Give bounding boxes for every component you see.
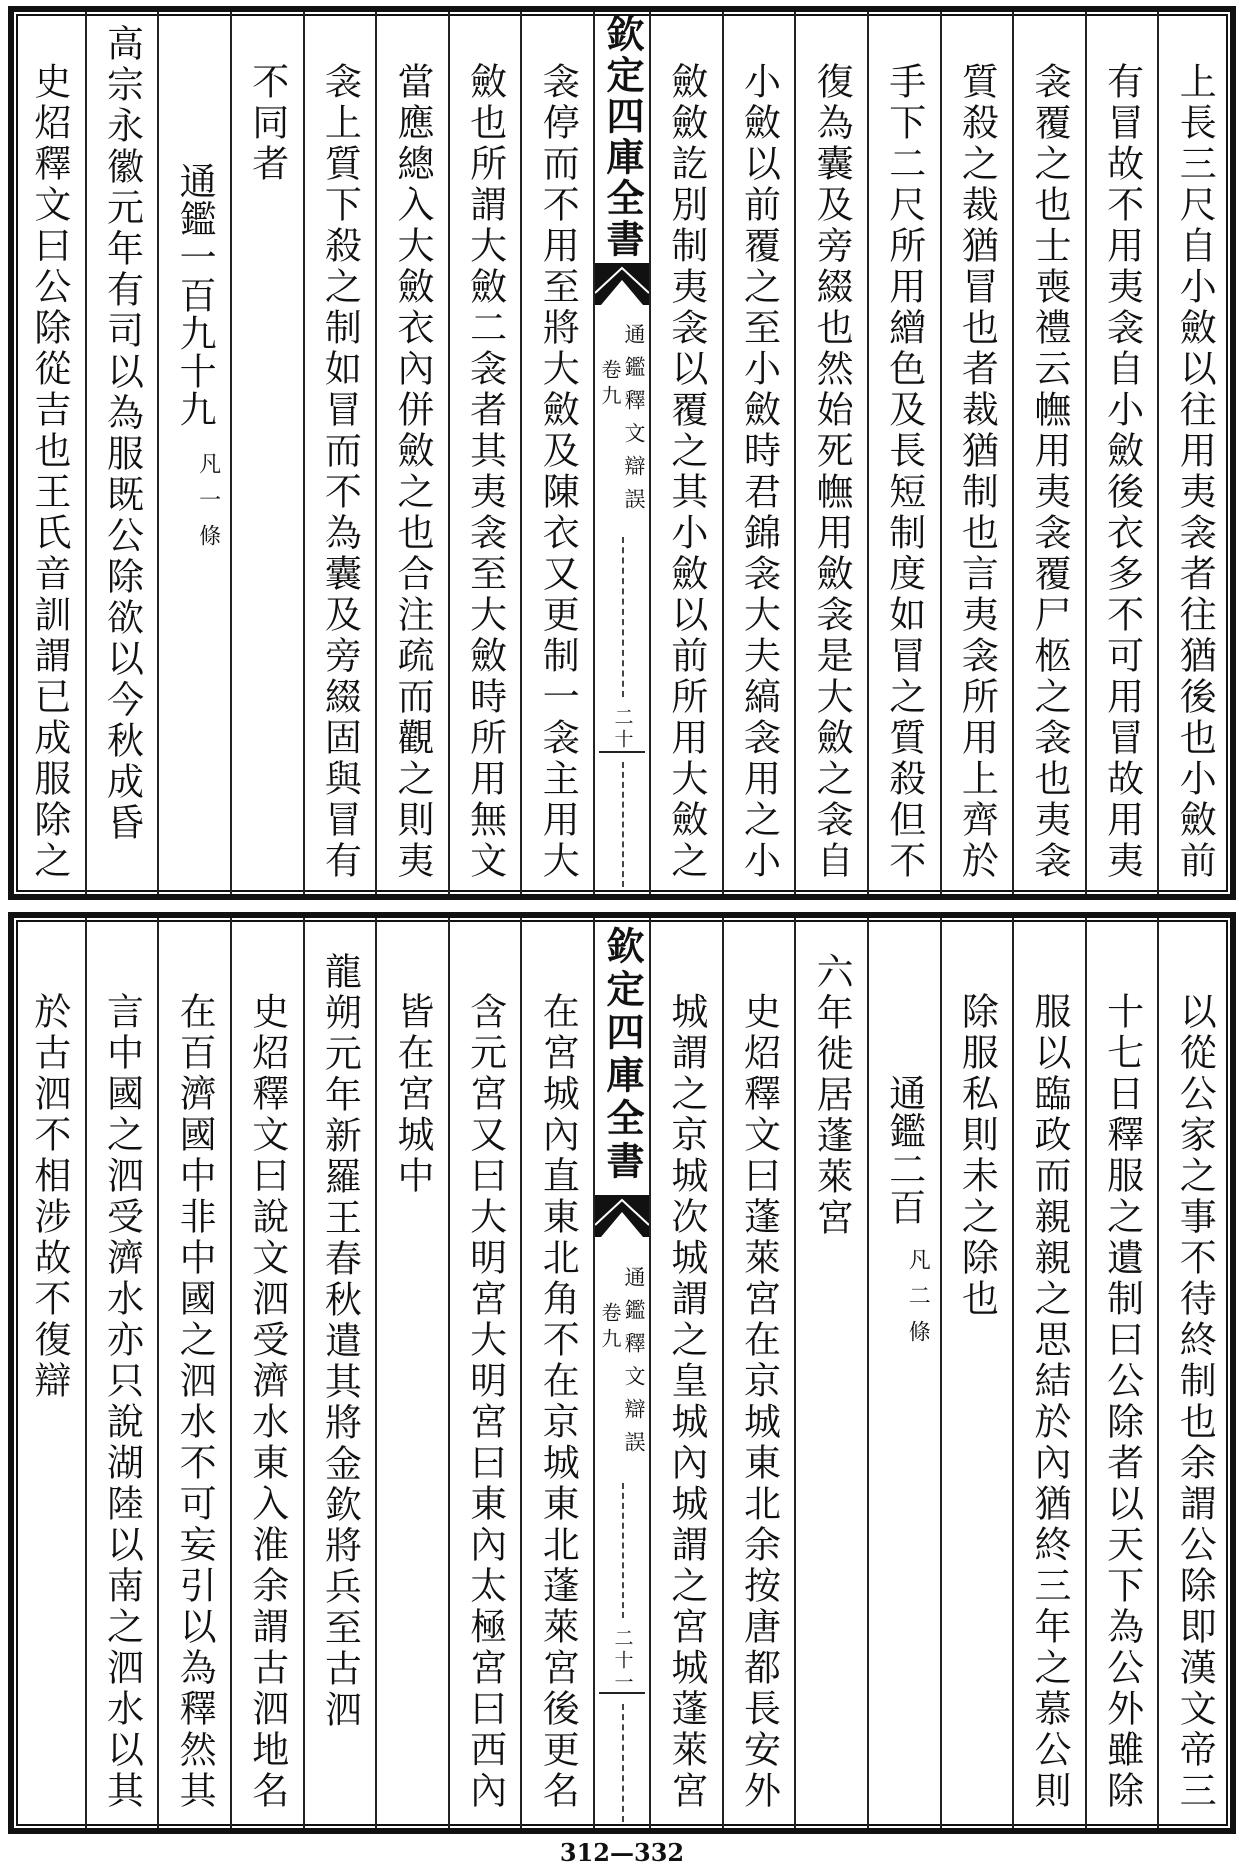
text-column — [722, 918, 795, 1828]
column-text: 質殺之裁猶冒也者裁猶制也言夷衾所用上齊於 — [955, 62, 999, 882]
column-text: 衾覆之也士喪禮云幠用夷衾覆尸柩之衾也夷衾 — [1027, 62, 1071, 882]
column-text: 手下二尺所用繒色及長短制度如冒之質殺但不 — [882, 62, 926, 882]
column-text: 有冒故不用夷衾自小斂後衣多不可用冒故用夷 — [1100, 62, 1144, 882]
fold-dashed-line — [622, 537, 624, 697]
column-text: 除服私則未之除也 — [955, 992, 999, 1320]
text-column — [448, 12, 521, 894]
column-text: 衾上質下殺之制如冒而不為囊及旁綴固與冒有 — [318, 62, 362, 882]
entry-column — [85, 12, 158, 894]
page-panel-upper — [8, 6, 1236, 900]
section-heading-column — [157, 12, 230, 894]
fold-dashed-line — [622, 1483, 624, 1618]
entry-text: 龍朔元年新羅王春秋遣其將金欽將兵至古泗 — [318, 952, 362, 1731]
page-panel-lower — [8, 912, 1236, 1834]
entry-text: 六年徙居蓬萊宮 — [810, 952, 854, 1239]
fold-volume: 卷九 — [598, 359, 622, 411]
section-note: 凡一條 — [195, 452, 221, 560]
text-column — [520, 12, 593, 894]
column-text: 以從公家之事不待終制也余謂公除即漢文帝三 — [1173, 992, 1217, 1812]
section-heading-column — [867, 918, 940, 1828]
fold-book-title: 通鑑釋文辯誤 — [622, 1266, 646, 1464]
column-text: 上長三尺自小斂以往用夷衾者往猶後也小斂前 — [1173, 62, 1217, 882]
fold-rule — [599, 1692, 645, 1694]
column-text: 在宮城內直東北角不在京城東北蓬萊宮後更名 — [536, 992, 580, 1812]
center-fold — [593, 918, 649, 1828]
text-column — [520, 918, 593, 1828]
section-note: 凡二條 — [905, 1248, 931, 1356]
text-column — [722, 12, 795, 894]
section-heading: 通鑑一百九十九 — [173, 162, 217, 428]
text-column — [1012, 918, 1085, 1828]
column-grid — [14, 12, 1230, 894]
fish-tail-mark-icon — [595, 263, 649, 305]
entry-text: 高宗永徽元年有司以為服既公除欲以今秋成昏 — [100, 24, 144, 844]
text-column — [649, 918, 722, 1828]
text-column — [1085, 918, 1158, 1828]
text-column — [14, 918, 85, 1828]
fold-page-number: 二十一 — [611, 1628, 634, 1694]
column-text: 斂也所謂大斂二衾者其夷衾至大斂時所用無文 — [463, 62, 507, 882]
fold-volume: 卷九 — [598, 1302, 622, 1354]
text-column — [940, 12, 1013, 894]
text-column — [230, 12, 303, 894]
fold-page-number: 二十 — [611, 707, 634, 751]
fold-rule — [599, 751, 645, 753]
column-text: 斂斂訖別制夷衾以覆之其小斂以前所用大斂之 — [664, 62, 708, 882]
column-text: 史炤釋文曰說文泗受濟水東入淮余謂古泗地名 — [245, 992, 289, 1812]
column-text: 史炤釋文曰蓬萊宮在京城東北余按唐都長安外 — [737, 992, 781, 1812]
text-column — [230, 918, 303, 1828]
text-column — [85, 918, 158, 1828]
fish-tail-mark-icon — [595, 1195, 649, 1237]
text-column — [448, 918, 521, 1828]
footer-page-number: 312—332 — [559, 1838, 685, 1867]
text-column — [1157, 918, 1230, 1828]
text-column — [1012, 12, 1085, 894]
column-text: 在百濟國中非中國之泗水不可妄引以為釋然其 — [173, 992, 217, 1812]
fold-dashed-line — [622, 762, 624, 887]
column-text: 小斂以前覆之至小斂時君錦衾大夫縞衾用之小 — [737, 62, 781, 882]
text-column — [867, 12, 940, 894]
entry-column — [794, 918, 867, 1828]
fold-series-title: 欽定四庫全書 — [600, 14, 645, 260]
column-text: 於古泗不相涉故不復辯 — [27, 992, 71, 1402]
fold-dashed-line — [622, 1704, 624, 1822]
column-text: 皆在宮城中 — [390, 992, 434, 1197]
column-text: 十七日釋服之遺制曰公除者以天下為公外雖除 — [1100, 992, 1144, 1812]
column-text: 史炤釋文曰公除從吉也王氏音訓謂已成服除之 — [27, 62, 71, 882]
text-column — [14, 12, 85, 894]
column-text: 衾停而不用至將大斂及陳衣又更制一衾主用大 — [536, 62, 580, 882]
text-column — [157, 918, 230, 1828]
text-column — [303, 12, 376, 894]
column-text: 城謂之京城次城謂之皇城內城謂之宮城蓬萊宮 — [664, 992, 708, 1812]
column-text: 不同者 — [245, 62, 289, 185]
fold-book-title: 通鑑釋文辯誤 — [622, 323, 646, 521]
text-column — [1157, 12, 1230, 894]
column-text: 當應總入大斂衣內併斂之也合注疏而觀之則夷 — [390, 62, 434, 882]
column-text: 含元宮又曰大明宮大明宮曰東內太極宮曰西內 — [463, 992, 507, 1812]
column-grid — [14, 918, 1230, 1828]
entry-column — [303, 918, 376, 1828]
text-column — [1085, 12, 1158, 894]
text-column — [940, 918, 1013, 1828]
text-column — [649, 12, 722, 894]
text-column — [375, 12, 448, 894]
column-text: 復為囊及旁綴也然始死幠用斂衾是大斂之衾自 — [810, 62, 854, 882]
center-fold — [593, 12, 649, 894]
column-text: 服以臨政而親親之思結於內猶終三年之慕公則 — [1027, 992, 1071, 1812]
text-column — [794, 12, 867, 894]
section-heading: 通鑑二百 — [882, 1074, 926, 1226]
text-column — [375, 918, 448, 1828]
column-text: 言中國之泗受濟水亦只說湖陸以南之泗水以其 — [100, 992, 144, 1812]
fold-series-title: 欽定四庫全書 — [600, 926, 645, 1184]
